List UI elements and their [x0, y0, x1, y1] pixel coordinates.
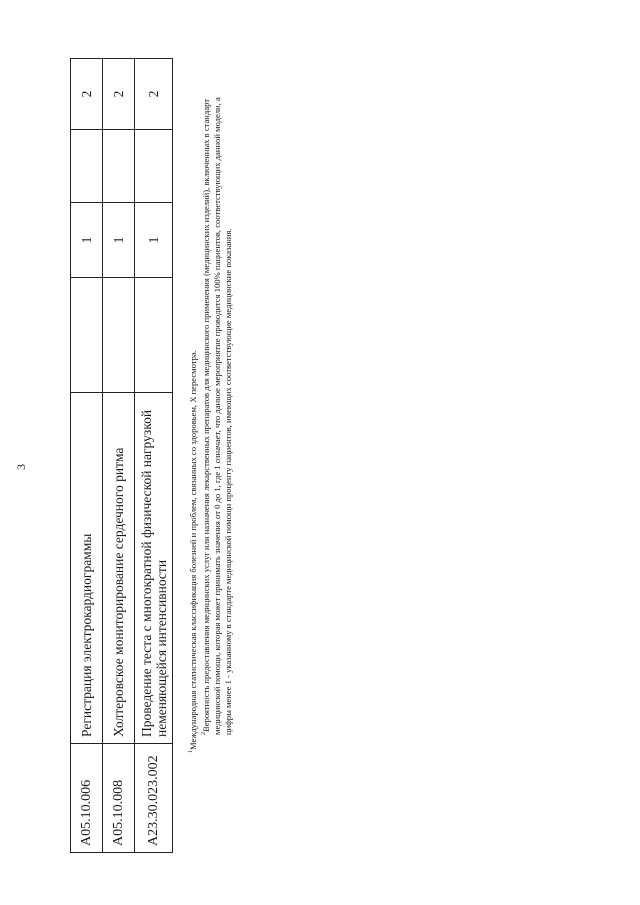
- frequency-value: 1: [103, 203, 135, 278]
- multiplicity-value: 2: [71, 59, 103, 130]
- service-name: Регистрация электрокардиограммы: [71, 393, 103, 744]
- service-code: A05.10.008: [103, 744, 135, 853]
- footnote-text: Вероятность предоставления медицинских услуг или назначения лекарственных препаратов для медицинского применения (медицинских изделий), включенных в стандарт медицинской помощи, которая может принимать значения от 0 до 1, где 1 означает, что данное мероприятие проводится 100% пациентов, соответствующих данной модели, а цифры менее 1 - указанному в стандарте медицинской помощи проценту пациентов, имеющих соответствующие медицинские показания.: [200, 97, 233, 735]
- service-code: A05.10.006: [71, 744, 103, 853]
- multiplicity-value: 2: [103, 59, 135, 130]
- empty-cell: [71, 278, 103, 393]
- table-row: [103, 59, 135, 853]
- footnote-marker: 1: [188, 750, 194, 753]
- empty-cell: [103, 278, 135, 393]
- table-row: [135, 59, 173, 853]
- service-name: Проведение теста с многократной физической нагрузкой неменяющейся интенсивности: [135, 393, 173, 744]
- empty-cell: [103, 130, 135, 203]
- footnote-1: [186, 73, 199, 753]
- footnote-text: Международная статистическая классификация болезней и проблем, связанных со здоровьем, X пересмотра.: [187, 350, 198, 750]
- empty-cell: [135, 278, 173, 393]
- footnote-2: [199, 73, 234, 753]
- multiplicity-value: 2: [135, 59, 173, 130]
- medical-services-table: [70, 58, 173, 853]
- table-row: [71, 59, 103, 853]
- frequency-value: 1: [71, 203, 103, 278]
- service-code: A23.30.023.002: [135, 744, 173, 853]
- footnotes: [186, 73, 234, 753]
- empty-cell: [71, 130, 103, 203]
- service-name: Холтеровское мониторирование сердечного ритма: [103, 393, 135, 744]
- footnote-marker: 2: [200, 732, 207, 735]
- frequency-value: 1: [135, 203, 173, 278]
- page-number: 3: [14, 464, 28, 470]
- empty-cell: [135, 130, 173, 203]
